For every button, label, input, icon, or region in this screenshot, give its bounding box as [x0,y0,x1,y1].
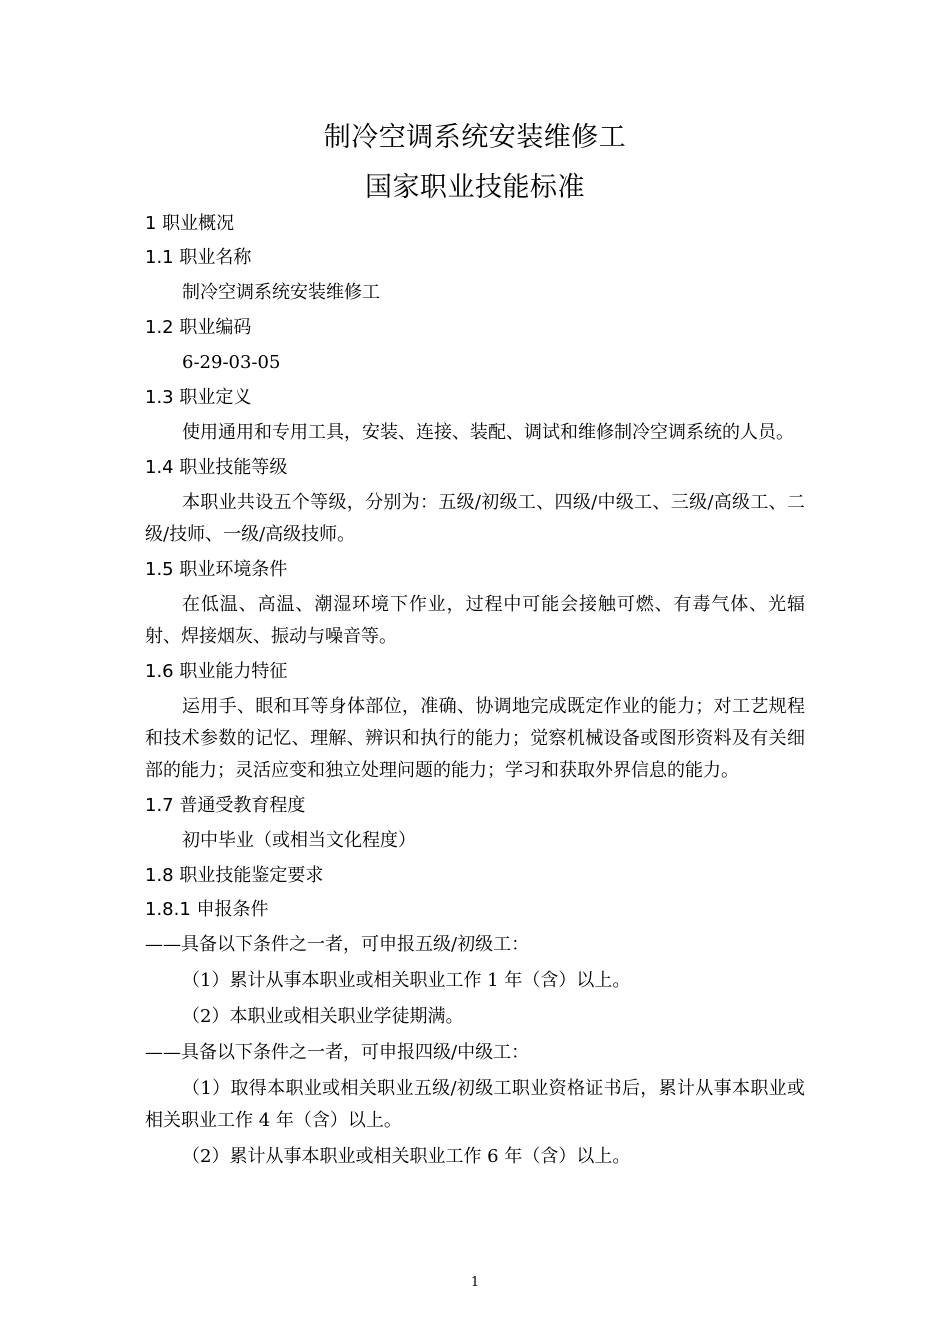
title-line-2: 国家职业技能标准 [365,172,585,203]
level5-condition-2: （2）本职业或相关职业学徒期满。 [182,1006,464,1027]
occupation-code: 6-29-03-05 [182,352,281,373]
skill-levels-text: 本职业共设五个等级，分别为：五级/初级工、四级/中级工、三级/高级工、二级/技师、一级/高级技师。 [145,492,805,545]
level4-condition-2: （2）累计从事本职业或相关职业工作 6 年（含）以上。 [182,1146,631,1167]
heading-1-5: 1.5 职业环境条件 [145,559,288,580]
level4-conditions-intro: ——具备以下条件之一者，可申报四级/中级工： [145,1042,530,1063]
heading-1-1: 1.1 职业名称 [145,247,252,268]
heading-1: 1 职业概况 [145,213,235,234]
heading-1-8-1: 1.8.1 申报条件 [145,899,269,920]
heading-1-3: 1.3 职业定义 [145,387,252,408]
ability-text: 运用手、眼和耳等身体部位，准确、协调地完成既定作业的能力；对工艺规程和技术参数的记忆、理解、辨识和执行的能力；觉察机械设备或图形资料及有关细部的能力；灵活应变和独立处理问题的能力；学习和获取外界信息的能力。 [145,696,805,781]
heading-1-8: 1.8 职业技能鉴定要求 [145,865,324,886]
education-text: 初中毕业（或相当文化程度） [182,830,416,851]
heading-1-7: 1.7 普通受教育程度 [145,795,306,816]
level4-condition-1: （1）取得本职业或相关职业五级/初级工职业资格证书后，累计从事本职业或相关职业工作 4 年（含）以上。 [145,1078,805,1131]
level5-conditions-intro: ——具备以下条件之一者，可申报五级/初级工： [145,934,530,955]
heading-1-2: 1.2 职业编码 [145,317,252,338]
page-number: 1 [470,1275,480,1290]
title-line-1: 制冷空调系统安装维修工 [323,122,627,153]
environment-text: 在低温、高温、潮湿环境下作业，过程中可能会接触可燃、有毒气体、光辐射、焊接烟灰、振动与噪音等。 [145,594,805,647]
occupation-definition: 使用通用和专用工具，安装、连接、装配、调试和维修制冷空调系统的人员。 [182,422,794,443]
heading-1-6: 1.6 职业能力特征 [145,661,288,682]
occupation-name: 制冷空调系统安装维修工 [182,282,380,303]
document-body [145,207,805,1175]
heading-1-4: 1.4 职业技能等级 [145,457,288,478]
level5-condition-1: （1）累计从事本职业或相关职业工作 1 年（含）以上。 [182,970,631,991]
